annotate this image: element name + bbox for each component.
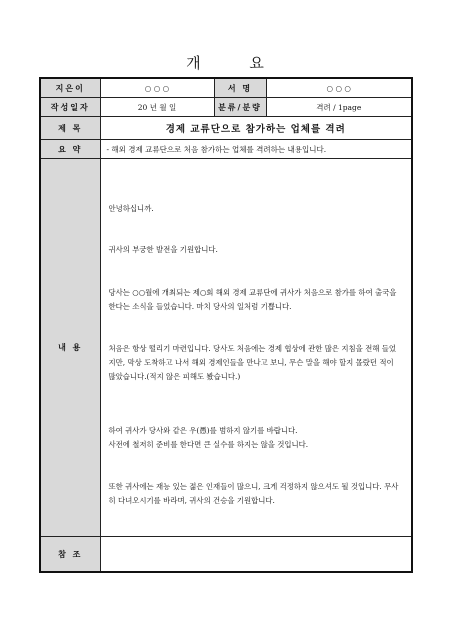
content-body[interactable] xyxy=(100,159,412,537)
type-label: 분류/분량 xyxy=(214,98,266,117)
type-value[interactable]: 격려 / 1page xyxy=(266,98,412,117)
note-label: 참 조 xyxy=(40,537,100,573)
date-label: 작성일자 xyxy=(40,98,100,117)
author-value[interactable]: ○ ○ ○ xyxy=(100,78,214,98)
summary-row xyxy=(40,140,412,159)
sign-value[interactable]: ○ ○ ○ xyxy=(266,78,412,98)
content-row xyxy=(40,159,412,537)
content-paragraph: 사전에 철저히 준비를 한다면 큰 실수를 하지는 않을 것입니다. xyxy=(108,439,309,449)
author-row xyxy=(40,78,412,98)
subject-value[interactable]: 경제 교류단으로 참가하는 업체를 격려 xyxy=(100,117,412,140)
content-paragraph: 당사는 ○○월에 개최되는 제○회 해외 경제 교류단에 귀사가 처음으로 참가를 하여 출국을 한다는 소식을 들었습니다. 마치 당사의 일처럼 기쁩니다. xyxy=(108,287,397,311)
content-label: 내 용 xyxy=(40,159,100,537)
summary-label: 요 약 xyxy=(40,140,100,159)
summary-value[interactable]: - 해외 경제 교류단으로 처음 참가하는 업체를 격려하는 내용입니다. xyxy=(100,140,412,159)
author-label: 지은이 xyxy=(40,78,100,98)
content-closing: 또한 귀사에는 재능 있는 젊은 인재들이 많으니, 크게 걱정하지 않으셔도 될 것입니다. 무사히 다녀오시기를 바라며, 귀사의 건승을 기원합니다. xyxy=(108,481,399,505)
content-greeting: 안녕하십니까. xyxy=(108,203,154,213)
date-row xyxy=(40,98,412,117)
sign-label: 서 명 xyxy=(214,78,266,98)
overview-form xyxy=(39,77,413,573)
subject-row xyxy=(40,117,412,140)
content-paragraph: 귀사의 부궁한 발전을 기원합니다. xyxy=(108,244,218,254)
document-title: 개 요 xyxy=(186,54,286,72)
note-row xyxy=(40,537,412,573)
subject-label: 제 목 xyxy=(40,117,100,140)
note-value[interactable] xyxy=(100,537,412,573)
date-value[interactable]: 20 년 월 일 xyxy=(100,98,214,117)
content-paragraph: 처음은 항상 떨리기 마련입니다. 당사도 처음에는 경제 협상에 관한 많은 지침을 전해 들었지만, 막상 도착하고 나서 해외 경제인들을 만나고 보니, 무슨 말을 해야 할지 몰랐던 적이 많았습니다.(적지 않은 피해도 봤습니다.) xyxy=(108,343,397,381)
content-paragraph: 하여 귀사가 당사와 같은 우(愚)를 범하지 않기를 바랍니다. xyxy=(108,425,298,435)
